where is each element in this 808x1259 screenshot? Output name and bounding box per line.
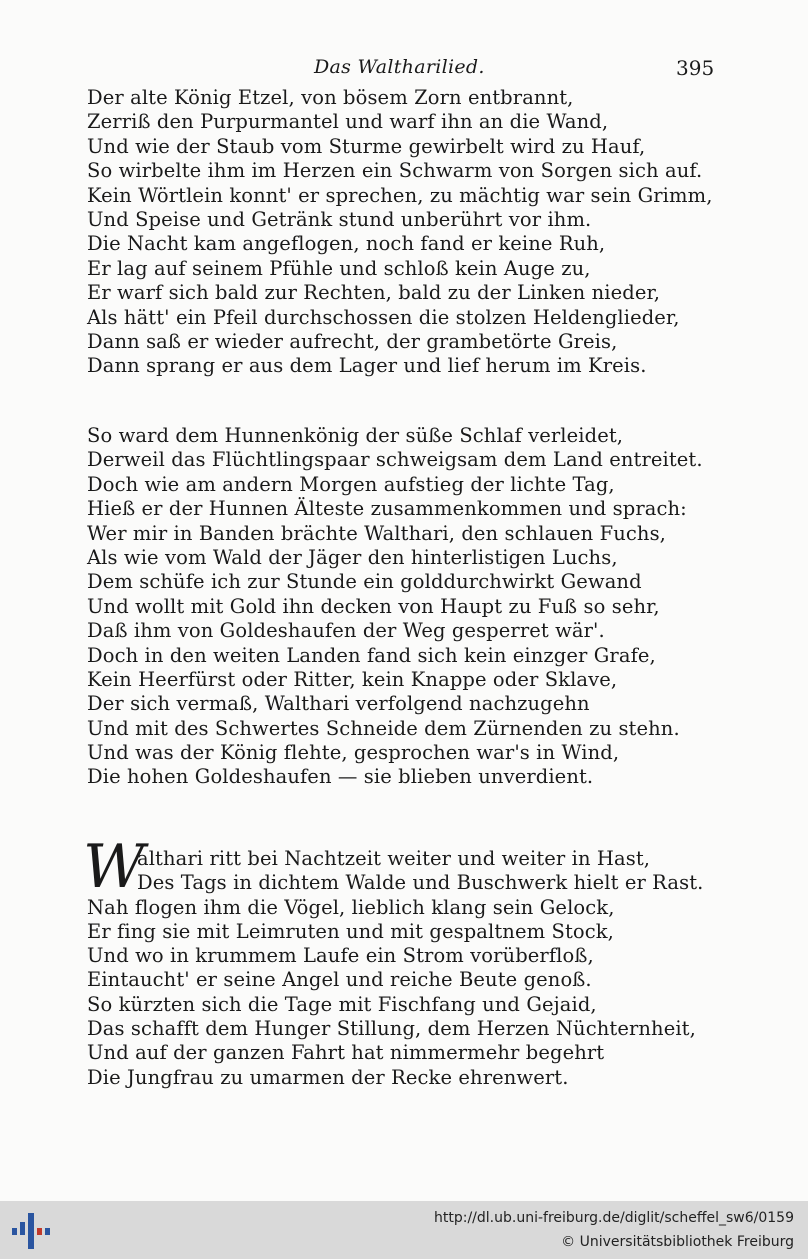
verse-line: Hieß er der Hunnen Älteste zusammenkommen und sprach: xyxy=(87,497,687,521)
verse-line: Zerriß den Purpurmantel und warf ihn an die Wand, xyxy=(87,110,609,134)
verse-line: Er fing sie mit Leimruten und mit gespaltnem Stock, xyxy=(87,919,614,943)
verse-line: Kein Wörtlein konnt' er sprechen, zu mächtig war sein Grimm, xyxy=(87,183,713,207)
verse-line: So wirbelte ihm im Herzen ein Schwarm von Sorgen sich auf. xyxy=(87,159,703,183)
verse-line: Und auf der ganzen Fahrt hat nimmermehr begehrt xyxy=(87,1041,605,1065)
verse-line: Die Nacht kam angeflogen, noch fand er keine Ruh, xyxy=(87,232,606,256)
verse-line: Doch in den weiten Landen fand sich kein einzger Grafe, xyxy=(87,643,656,667)
verse-line: Und mit des Schwertes Schneide dem Zürnenden zu stehn. xyxy=(87,716,680,740)
verse-line: Dann saß er wieder aufrecht, der grambetörte Greis, xyxy=(87,329,618,353)
copyright-notice: © Universitätsbibliothek Freiburg xyxy=(561,1234,794,1250)
page-number: 395 xyxy=(676,56,715,80)
verse-line: Und was der König flehte, gesprochen war's in Wind, xyxy=(87,741,620,765)
verse-line: Als hätt' ein Pfeil durchschossen die stolzen Heldenglieder, xyxy=(87,305,680,329)
verse-line: Und Speise und Getränk stund unberührt vor ihm. xyxy=(87,207,592,231)
verse-line: Derweil das Flüchtlingspaar schweigsam dem Land entreitet. xyxy=(87,448,703,472)
verse-line: Kein Heerfürst oder Ritter, kein Knappe oder Sklave, xyxy=(87,667,618,691)
verse-line: So ward dem Hunnenkönig der süße Schlaf verleidet, xyxy=(87,424,624,447)
drop-cap: W xyxy=(83,832,145,902)
verse-line: althari ritt bei Nachtzeit weiter und weiter in Hast, xyxy=(137,847,651,870)
verse-line: Der alte König Etzel, von bösem Zorn entbrannt, xyxy=(87,86,574,109)
verse-line: Dann sprang er aus dem Lager und lief herum im Kreis. xyxy=(87,354,647,378)
verse-line: So kürzten sich die Tage mit Fischfang und Gejaid, xyxy=(87,992,597,1016)
stanza-3 xyxy=(83,832,727,1090)
stanza-2 xyxy=(87,424,727,790)
verse-line: Und wollt mit Gold ihn decken von Haupt zu Fuß so sehr, xyxy=(87,594,660,618)
verse-line: Doch wie am andern Morgen aufstieg der lichte Tag, xyxy=(87,472,615,496)
verse-line: Wer mir in Banden brächte Walthari, den schlauen Fuchs, xyxy=(87,521,666,545)
verse-line: Der sich vermaß, Walthari verfolgend nachzugehn xyxy=(87,692,590,716)
verse-line: Er lag auf seinem Pfühle und schloß kein Auge zu, xyxy=(87,256,591,280)
verse-line: Als wie vom Wald der Jäger den hinterlistigen Luchs, xyxy=(87,545,618,569)
verse-line: Und wie der Staub vom Sturme gewirbelt wird zu Hauf, xyxy=(87,134,646,158)
running-title: Das Waltharilied. xyxy=(314,56,485,78)
verse-line: Eintaucht' er seine Angel und reiche Beute genoß. xyxy=(87,968,592,992)
verse-line: Und wo in krummem Laufe ein Strom vorüberfloß, xyxy=(87,944,594,968)
verse-line: Die Jungfrau zu umarmen der Recke ehrenwert. xyxy=(87,1065,569,1089)
footer-bar xyxy=(0,1201,808,1259)
verse-line: Daß ihm von Goldeshaufen der Weg gesperret wär'. xyxy=(87,619,605,643)
verse-line: Er warf sich bald zur Rechten, bald zu der Linken nieder, xyxy=(87,281,661,305)
verse-line: Nah flogen ihm die Vögel, lieblich klang sein Gelock, xyxy=(87,895,615,919)
source-url-link[interactable]: http://dl.ub.uni-freiburg.de/diglit/scheffel_sw6/0159 xyxy=(434,1210,794,1226)
verse-line: Die hohen Goldeshaufen — sie blieben unverdient. xyxy=(87,765,594,789)
ub-freiburg-logo-icon xyxy=(10,1209,52,1253)
verse-line: Des Tags in dichtem Walde und Buschwerk hielt er Rast. xyxy=(137,871,704,895)
verse-line: Das schafft dem Hunger Stillung, dem Herzen Nüchternheit, xyxy=(87,1017,696,1041)
verse-line: Dem schüfe ich zur Stunde ein golddurchwirkt Gewand xyxy=(87,570,642,594)
stanza-1 xyxy=(87,86,727,379)
